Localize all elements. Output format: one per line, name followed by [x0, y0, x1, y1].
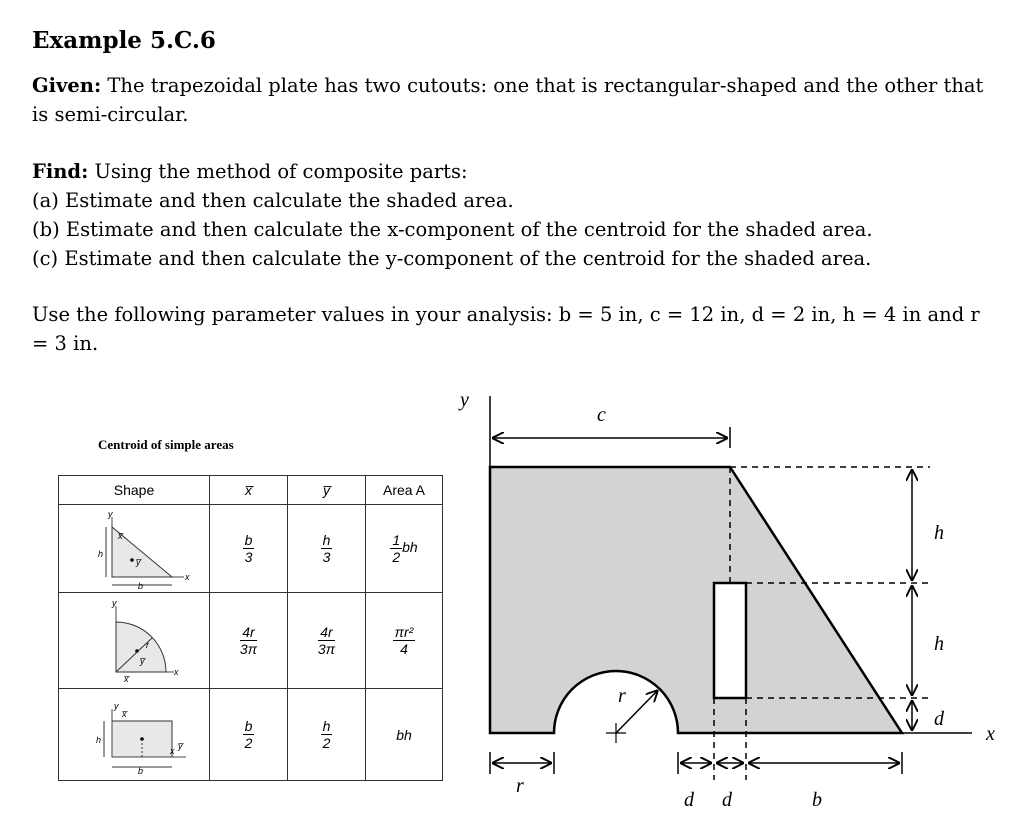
quarter-circle-shape-icon	[74, 598, 194, 684]
rect-label-h: h	[96, 734, 102, 745]
shape-triangle	[59, 505, 210, 593]
table-row	[59, 505, 443, 593]
qc-label-ybar: y̅	[140, 655, 145, 666]
frac-den: 2	[392, 549, 401, 565]
centroid-table	[58, 475, 443, 781]
cell-area-triangle	[366, 505, 443, 593]
header-area: Area A	[366, 476, 443, 505]
dim-label-d1: d	[684, 789, 694, 811]
frac-den: 3	[244, 549, 253, 565]
tri-label-xbar: x̅	[118, 530, 123, 541]
table-header-row	[59, 476, 443, 505]
find-label: Find:	[32, 160, 89, 183]
cell-ybar-triangle	[288, 505, 366, 593]
cell-area-rectangle	[366, 689, 443, 781]
frac-den: 2	[322, 735, 331, 751]
page-title: Example 5.C.6	[32, 27, 216, 54]
frac-num: 4r	[240, 624, 257, 641]
area-suffix: bh	[402, 539, 418, 556]
table-row	[59, 689, 443, 781]
tri-label-y: y	[108, 508, 113, 519]
cell-area-quarter-circle	[366, 593, 443, 689]
dim-label-h-upper: h	[934, 522, 944, 544]
rectangle-shape-icon	[74, 695, 194, 775]
dim-label-d-right: d	[934, 708, 944, 730]
frac-den: 2	[244, 735, 253, 751]
tri-label-h: h	[98, 548, 104, 559]
rect-label-y: y	[114, 700, 119, 711]
frac-num: h	[322, 532, 331, 548]
find-intro: Using the method of composite parts:	[94, 160, 468, 183]
shaded-plate	[490, 467, 902, 733]
header-shape: Shape	[59, 476, 210, 505]
qc-label-xbar: x̅	[124, 673, 129, 684]
tri-label-x: x	[185, 571, 190, 582]
rect-label-x: x	[170, 745, 175, 756]
find-item-b: (b) Estimate and then calculate the x-component of the centroid for the shaded area.	[32, 218, 873, 241]
shape-rectangle	[59, 689, 210, 781]
plate-figure	[440, 380, 1024, 836]
find-item-c: (c) Estimate and then calculate the y-component of the centroid for the shaded area.	[32, 247, 872, 270]
dim-label-c: c	[597, 404, 606, 426]
frac-num: 4r	[318, 624, 335, 641]
cell-xbar-quarter-circle	[210, 593, 288, 689]
frac-num: h	[322, 718, 331, 734]
rect-label-b: b	[138, 765, 144, 775]
table-row	[59, 593, 443, 689]
y-axis-label: y	[460, 389, 469, 411]
frac-den: 3π	[239, 641, 258, 657]
qc-label-r: r	[146, 639, 149, 650]
frac-num: 1	[392, 532, 401, 548]
params-line2: = 3 in.	[32, 332, 99, 355]
cell-xbar-rectangle	[210, 689, 288, 781]
x-axis-label: x	[986, 723, 995, 745]
qc-label-x: x	[174, 666, 179, 677]
dim-label-r-bottom: r	[516, 775, 524, 797]
given-line2: is semi-circular.	[32, 103, 189, 126]
tri-label-ybar: y̅	[136, 556, 141, 567]
params-line1: Use the following parameter values in your analysis: b = 5 in, c = 12 in, d = 2 in, h = 4 in and r	[32, 303, 980, 326]
tri-label-b: b	[138, 580, 144, 589]
dim-label-radius: r	[618, 685, 626, 707]
cell-xbar-triangle	[210, 505, 288, 593]
dim-label-h-lower: h	[934, 633, 944, 655]
find-item-a: (a) Estimate and then calculate the shaded area.	[32, 189, 514, 212]
given-paragraph	[32, 71, 983, 129]
header-ybar: y̅	[288, 476, 366, 505]
frac-num: b	[244, 718, 253, 734]
area-text: bh	[396, 726, 412, 743]
params-paragraph	[32, 300, 980, 358]
qc-label-y: y	[112, 597, 117, 608]
given-label: Given:	[32, 74, 102, 97]
frac-num: πr²	[394, 624, 414, 640]
cell-ybar-rectangle	[288, 689, 366, 781]
cell-ybar-quarter-circle	[288, 593, 366, 689]
header-xbar: x̅	[210, 476, 288, 505]
frac-den: 4	[400, 641, 408, 657]
find-paragraph	[32, 157, 873, 273]
rectangular-cutout	[714, 583, 746, 698]
frac-den: 3π	[317, 641, 336, 657]
dim-label-d2: d	[722, 789, 732, 811]
shape-quarter-circle	[59, 593, 210, 689]
frac-den: 3	[322, 549, 331, 565]
triangle-shape-icon	[74, 509, 194, 589]
rect-label-xbar: x̅	[122, 708, 127, 719]
centroid-table-title: Centroid of simple areas	[98, 437, 234, 452]
rect-label-ybar: y̅	[178, 740, 183, 751]
given-line1: The trapezoidal plate has two cutouts: one that is rectangular-shaped and the other that	[107, 74, 984, 97]
frac-num: b	[244, 532, 253, 548]
dim-label-b: b	[812, 789, 822, 811]
